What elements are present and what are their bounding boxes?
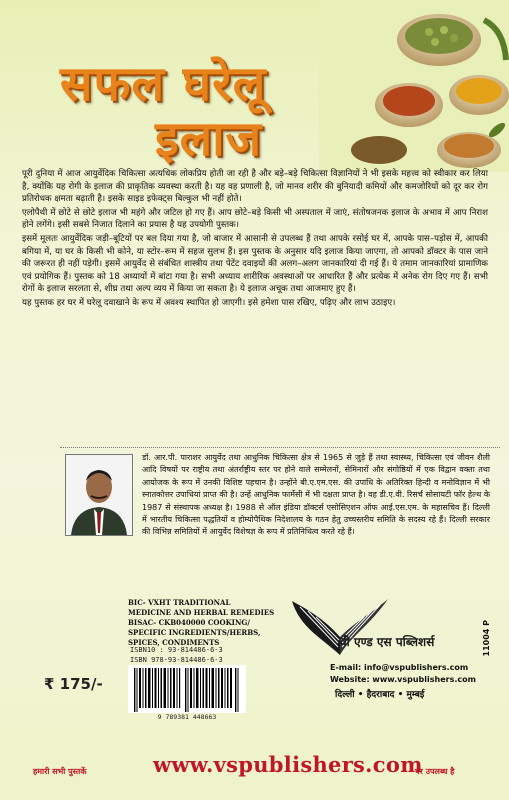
book-description	[22, 168, 488, 311]
subject-classification	[128, 598, 308, 648]
classification-line: BIC- VXHT TRADITIONAL	[128, 598, 231, 607]
author-bio: डॉ. आर.पी. पाराशर आयुर्वेद तथा आधुनिक चिकित्सा क्षेत्र से 1965 से जुड़े हैं तथा स्वास्थ्य, चिकित्सा एवं जीवन शैली आदि विषयों पर राष्ट्रीय तथा अंतर्राष्ट्रीय स्तर पर होने वाले सम्मेलनों, सेमिनारों और संगोष्ठियों में एक विद्वान वक्ता तथा आयोजक के रूप में उनकी विशिष्ट पहचान है। उन्होंने बी.ए.एम.एस. की उपाधि के अतिरिक्त हिन्दी व मनोविज्ञान में भी स्नातकोत्तर उपाधियां प्राप्त की है। उन्हें आधुनिक फार्मेसी में भी दक्षता प्राप्त है। वह डी.ए.वी. रिसर्च सोसायटी फॉर हेल्थ के 1987 से संस्थापक अध्यक्ष है। 1988 से ऑल इंडिया डॉक्टर्स एसोसिएशन ऑफ आई.एस.एम. के महासचिव हैं। दिल्ली में भारतीय चिकित्सा पद्धतियों व होम्योपैथिक निदेशालय के गठन हेतु उच्चस्तरीय समिति के सदस्य रहे हैं। दिल्ली सरकार की विभिन्न समितियों में आयुर्वेद विशेषज्ञ के रूप में प्रतिनिधित्व करते रहे हैं।	[142, 453, 490, 537]
description-paragraph: इसमें मूलतः आयुर्वेदिक जड़ी–बूटियों पर बल दिया गया है, जो बाजार में आसानी से उपलब्ध हैं तथा आपके रसोई घर में, आपके पास–पड़ोस में, आपकी बगिया में, या घर के किसी भी कोने, या स्टोर–रूम में सहज सुलभ हैं। इस पुस्तक के अनुसार यदि इलाज किया जाएगा, तो आपको डॉक्टर के पास जाने की जरूरत ही नहीं पड़ेगी। इसमें आयुर्वेद से संबंधित शास्त्रीय तथा पेटेंट दवाइयों की अलग–अलग जानकारियां दी गई हैं। ये तमाम जानकारियां प्रामाणिक एवं प्रयोगिक हैं। पुस्तक को 18 अध्यायों में बांटा गया है। सभी अध्याय शारीरिक अवस्थाओं पर आधारित हैं और प्रत्येक में अनेक रोग दिए गए हैं। सभी रोगों के इलाज सरलता से, शीघ्र तथा अल्प व्यय में किया जा सकता है। ये इलाज अचूक तथा आजमाए हुए हैं।	[22, 233, 488, 295]
spices-illustration	[319, 0, 509, 172]
description-paragraph: यह पुस्तक हर घर में घरेलू दवाखाने के रूप में अवश्य स्थापित हो जाएगी। इसे हमेशा पास रखिए, पढ़िए और लाभ उठाइए।	[22, 297, 396, 308]
barcode-digits: 9 789381 448663	[157, 713, 217, 721]
classification-line: SPECIFIC INGREDIENTS/HERBS,	[128, 628, 261, 637]
classification-line: BISAC- CKB040000 COOKING/	[128, 618, 250, 627]
author-photo	[65, 454, 133, 536]
barcode-icon	[128, 665, 246, 713]
isbn-block	[130, 646, 223, 665]
isbn-13: ISBN 978-93-814486-6-3	[130, 655, 223, 664]
book-title-line-2: इलाज	[155, 111, 263, 167]
footer-suffix: पर उपलब्ध है	[415, 767, 455, 776]
description-paragraph: पूरी दुनिया में आज आयुर्वेदिक चिकित्सा अत्यधिक लोकप्रिय होती जा रही है और बड़े–बड़े चिकित्सा विज्ञानियों ने भी इसके महत्त्व को स्वीकार कर लिया है, क्योंकि यह रोगी के इलाज की प्राकृतिक व्यवस्था करती है। यह वह प्रणाली है, जो मानव शरीर की बुनियादी कमियों और कमजोरियों को दूर कर रोग प्रतिरोधक क्षमता बढ़ाती है। इसके साइड इफेक्ट्स बिल्कुल भी नहीं होते।	[22, 169, 488, 205]
publisher-cities: दिल्ली • हैदराबाद • मुम्बई	[335, 690, 425, 700]
section-divider	[60, 447, 500, 449]
isbn-10: ISBN10 : 93-814486-6-3	[130, 646, 223, 654]
footer-website-link[interactable]: www.vspublishers.com	[153, 752, 423, 777]
publisher-email[interactable]: E-mail: info@vspublishers.com	[330, 663, 469, 672]
title-banner	[0, 0, 509, 172]
footer-prefix: हमारी सभी पुस्तकें	[33, 767, 87, 776]
product-code: 11004 P	[482, 620, 491, 657]
book-title-line-1: सफल घरेलू	[60, 56, 267, 112]
description-paragraph: एलोपैथी में छोटे से छोटे इलाज भी महंगे और जटिल हो गए हैं। आप छोटे–बड़े किसी भी अस्पताल में जाएं, संतोषजनक इलाज के अभाव में आप निराश होने लगेंगे। इसी सबसे निजात दिलाने का प्रयास है यह उपयोगी पुस्तक।	[22, 207, 488, 231]
book-price: ₹ 175/-	[44, 675, 103, 693]
classification-line: MEDICINE AND HERBAL REMEDIES	[128, 608, 275, 617]
publisher-website[interactable]: Website: www.vspublishers.com	[330, 675, 476, 684]
publisher-contact	[330, 662, 476, 686]
classification-line: SPICES, CONDIMENTS	[128, 638, 220, 647]
publisher-name: वी एण्ड एस पब्लिशर्स	[340, 635, 435, 649]
